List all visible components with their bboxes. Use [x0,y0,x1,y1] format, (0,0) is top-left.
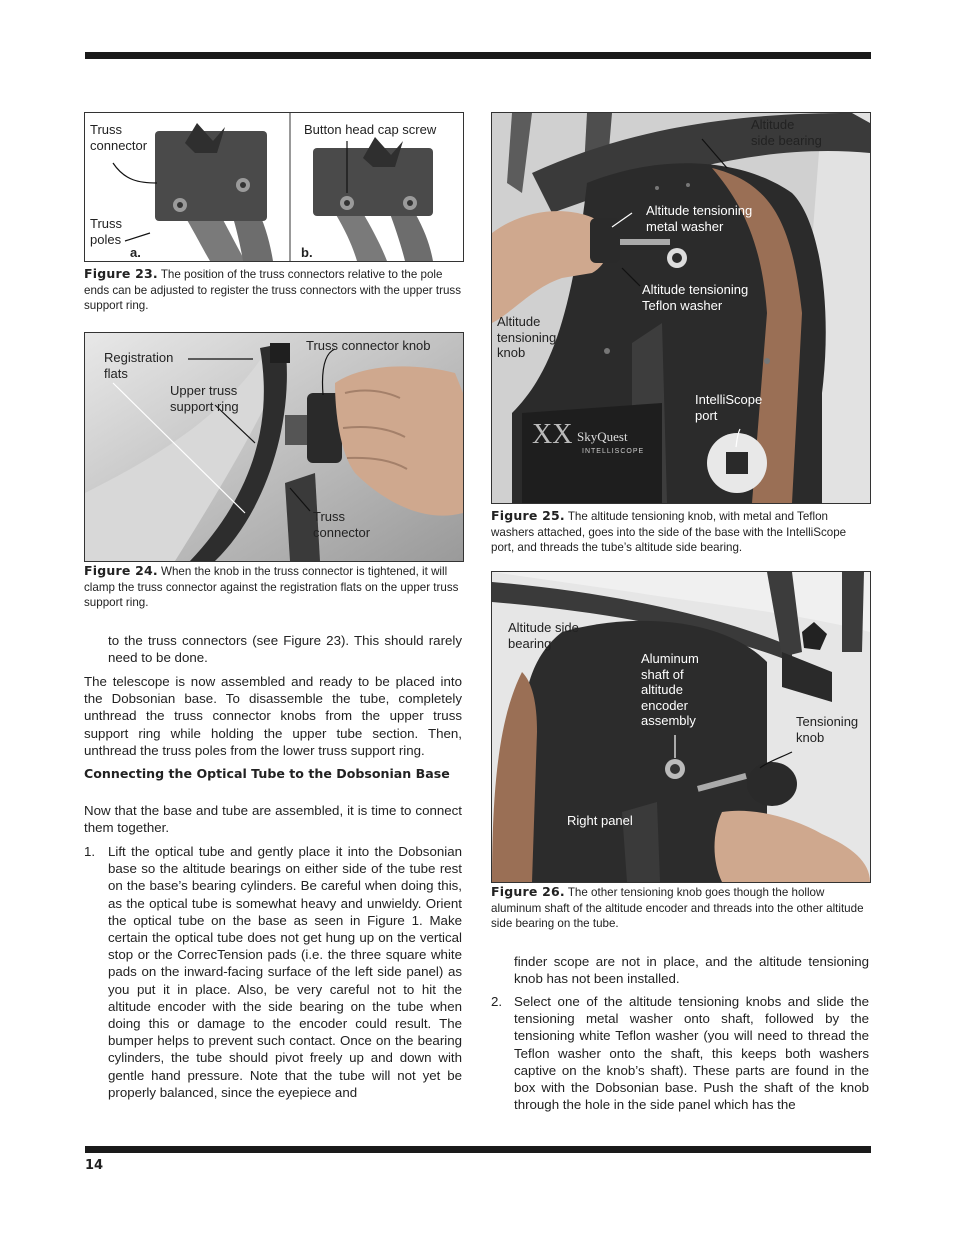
step-1-number: 1. [84,844,96,859]
label-metal-washer: Altitude tensioning metal washer [646,203,753,234]
figure-23-caption-label: Figure 23. [84,266,158,281]
figure-23 [84,112,464,262]
figure-24 [84,332,464,562]
label-aluminum-shaft: Aluminum shaft of altitude encoder assembly [641,651,699,728]
figure-23-caption [84,266,462,314]
figure-25-caption-label: Figure 25. [491,508,565,523]
figure-26-caption [491,884,869,932]
brand-skyquest: SkyQuest [577,429,628,444]
label-intelliscope-port: IntelliScope port [695,392,763,423]
label-right-panel: Right panel [567,813,633,828]
figure-26 [491,571,871,883]
figure-26-caption-label: Figure 26. [491,884,565,899]
label-tensioning-knob-26: Tensioning knob [796,714,859,745]
figure-25 [491,112,871,504]
figure-26-caption-text: The other tensioning knob goes though the hollow aluminum shaft of the altitude encoder and threads into the other altitude side bearing on the tube. [491,886,864,930]
brand-intelliscope: INTELLISCOPE [582,448,645,455]
page-number: 14 [85,1158,104,1173]
right-para-continued: finder scope are not in place, and the altitude tensioning knob has not been installed. [514,954,869,987]
label-tensioning-knob-25: Altitude tensioning knob [497,314,557,360]
label-registration-flats: Registration flats [104,350,174,381]
figure-24-caption [84,563,462,611]
label-truss-connector: Truss connector [90,122,148,153]
left-para-intro: Now that the base and tube are assembled, it is time to connect them together. [84,803,462,836]
figure-25-caption [491,508,869,556]
label-altitude-side-bearing-26: Altitude side bearing [508,620,579,651]
step-2-number: 2. [491,994,503,1009]
label-upper-truss-ring: Upper truss support ring [170,383,239,414]
label-panel-b: b. [301,245,313,260]
label-truss-connector-24: Truss connector [313,509,371,540]
figure-24-caption-label: Figure 24. [84,563,158,578]
label-truss-connector-knob: Truss connector knob [306,338,431,353]
section-heading: Connecting the Optical Tube to the Dobsonian Base [84,766,450,781]
left-para-assembled: The telescope is now assembled and ready to be placed into the Dobsonian base. To disassemble the tube, completely unthread the truss connector knobs from the upper truss support ring while holding the upper tube section. Then, unthread the truss poles from the lower truss support ring. [84,674,462,758]
label-truss-poles: Truss poles [90,216,123,247]
label-panel-a: a. [130,245,141,260]
label-button-head-screw: Button head cap screw [304,122,437,137]
figure-23-caption-text: The position of the truss connectors relative to the pole ends can be adjusted to register the truss connectors with the upper truss support ring. [84,268,462,312]
top-rule [85,52,871,59]
bottom-rule [85,1146,871,1153]
label-altitude-side-bearing-25: Altitude side bearing [751,117,822,148]
step-2-text: Select one of the altitude tensioning knobs and slide the tensioning metal washer onto shaft, followed by the tensioning white Teflon washer (you will need to thread the Teflon washer onto the shaft, this keeps both washers captive on the knob’s shaft). These parts are found in the box with the Dobsonian base. Push the shaft of the knob through the hole in the side panel which has the [514,994,869,1113]
figure-24-caption-text: When the knob in the truss connector is tightened, it will clamp the truss connector against the registration flats on the upper truss support ring. [84,565,459,609]
svg-text:XX: XX [532,419,573,450]
left-para-continued: to the truss connectors (see Figure 23). This should rarely need to be done. [108,633,462,666]
label-teflon-washer: Altitude tensioning Teflon washer [642,282,749,313]
step-1-text: Lift the optical tube and gently place it into the Dobsonian base so the altitude bearings on either side of the tube rest on the base’s bearing cylinders. Be careful when doing this, as the optical tube is somewhat heavy and unwieldy. Orient the optical tube on the base as seen in Figure 1. Make certain the optical tube does not get hung up on the vertical stop or the CorrecTension pads (i.e. the three square white pads on the inward-facing surface of the left side panel) as you put it in place. Also, be very careful not to hit the altitude encoder with the side bearing on the tube when doing this or damage to the encoder could result. The bumper helps to prevent such contact. Once on the bearing cylinders, the tube should pivot freely up and down with gentle hand pressure. Note that the tube will not yet be properly balanced, since the eyepiece and [108,844,462,1100]
figure-25-caption-text: The altitude tensioning knob, with metal and Teflon washers attached, goes into the side of the base with the IntelliScope port, and threads the tube’s altitude side bearing. [491,510,847,554]
